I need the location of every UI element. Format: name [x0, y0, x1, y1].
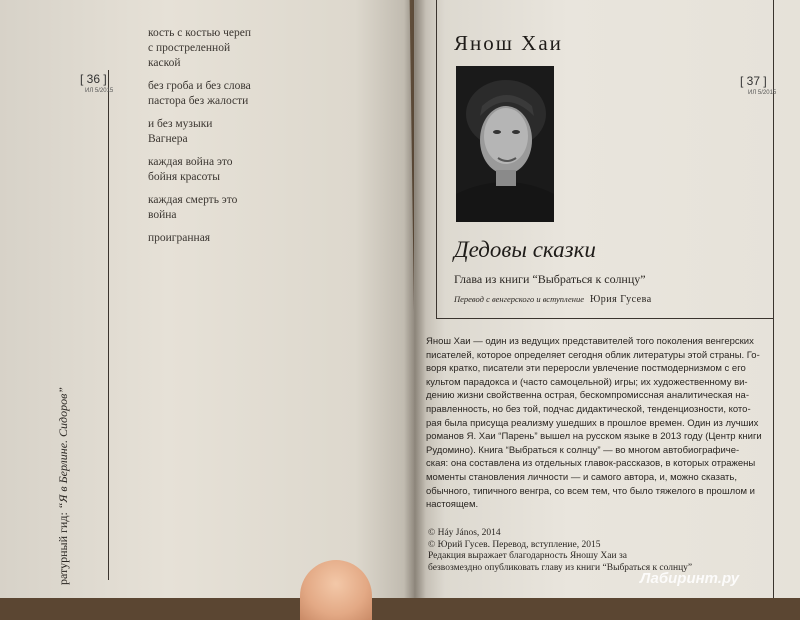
- poem-stanza: [148, 26, 388, 71]
- book-gutter: [404, 0, 426, 598]
- right-issue-label: ИЛ 5/2015: [748, 90, 777, 96]
- copyright-line: © Юрий Гусев. Перевод, вступление, 2015: [428, 539, 601, 550]
- poem-stanza: [148, 193, 388, 223]
- intro-line: культом парадокса и (часто самоцельной) игры; их художественному ви-: [426, 376, 748, 388]
- left-margin-rule: [108, 70, 109, 580]
- intro-line: правленность, но без той, подчас дидактической, тенденциозности, кото-: [426, 403, 751, 415]
- left-issue-label: ИЛ 5/2015: [85, 88, 114, 94]
- copyright-block: [428, 528, 788, 574]
- copyright-line: безвозмездно опубликовать главу из книги “Выбраться к солнцу”: [428, 562, 693, 573]
- right-left-rule: [436, 0, 437, 318]
- left-page-number: [ 36 ]: [80, 72, 107, 86]
- poem-line: проигранная: [148, 232, 211, 244]
- intro-line: ская: она составлена из отдельных главок-рассказов, в которых отражены: [426, 458, 756, 470]
- running-head-title: “Я в Берлине. Сидоров”: [56, 387, 70, 510]
- poem: [148, 26, 388, 254]
- story-title: Дедовы сказки: [454, 237, 596, 262]
- intro-line: моменты становления личности — и самого автора, и, можно сказать,: [426, 471, 737, 483]
- running-head-vertical: [56, 387, 71, 585]
- poem-line: кость с костью череп: [148, 27, 252, 39]
- poem-line: пастора без жалости: [148, 95, 249, 107]
- intro-line: Рудомино). Книга “Выбраться к солнцу” — во многом автобиографиче-: [426, 444, 740, 456]
- story-subtitle: Глава из книги “Выбраться к солнцу”: [454, 272, 646, 286]
- poem-stanza: [148, 231, 388, 246]
- author-photo: [456, 66, 554, 222]
- intro-line: писателей, которое определяет сегодня облик литературы этой страны. Го-: [426, 349, 760, 361]
- poem-line: и без музыки: [148, 118, 213, 130]
- watermark-logo: Лабиринт.ру: [640, 570, 740, 587]
- intro-line: настоящем.: [426, 499, 479, 511]
- poem-stanza: [148, 155, 388, 185]
- translator-lead: Перевод с венгерского и вступление: [454, 294, 584, 304]
- poem-line: каской: [148, 57, 181, 69]
- intro-line: Янош Хаи — один из ведущих представителей того поколения венгерских: [426, 336, 754, 347]
- intro-line: воря кратко, писатели эти переросли увлечение постмодернизмом с его: [426, 363, 746, 375]
- right-page-number: [ 37 ]: [740, 74, 767, 88]
- intro-line: романов Я. Хаи “Парень” вышел на русском языке в 2013 году (Центр книги: [426, 431, 762, 443]
- poem-line: Вагнера: [148, 133, 188, 145]
- poem-line: с простреленной: [148, 42, 231, 54]
- intro-line: рая была присуща реализму ушедших в прошлое времен. Один из лучших: [426, 417, 759, 429]
- poem-line: война: [148, 209, 177, 221]
- intro-line: обычного, типичного венгра, со всем тем, что было тяжелого в прошлом и: [426, 485, 755, 497]
- copyright-line: © Háy János, 2014: [428, 528, 501, 538]
- poem-stanza: [148, 79, 388, 109]
- copyright-line: Редакция выражает благодарность Яношу Хаи за: [428, 551, 627, 561]
- poem-line: без гроба и без слова: [148, 80, 251, 92]
- poem-line: каждая смерть это: [148, 194, 238, 206]
- section-divider: [436, 318, 773, 319]
- translator-credit: [454, 294, 652, 305]
- translator-name: Юрия Гусева: [589, 294, 652, 305]
- poem-line: каждая война это: [148, 156, 233, 168]
- intro-paragraph: [426, 335, 762, 512]
- poem-line: бойня красоты: [148, 171, 220, 183]
- intro-line: дению жизни свойственна острая, бескомпромиссная аналитическая на-: [426, 390, 749, 402]
- portrait-image: [456, 66, 554, 222]
- running-head-prefix: ратурный гид:: [56, 509, 70, 585]
- author-name: Янош Хаи: [454, 31, 563, 55]
- poem-stanza: [148, 117, 388, 147]
